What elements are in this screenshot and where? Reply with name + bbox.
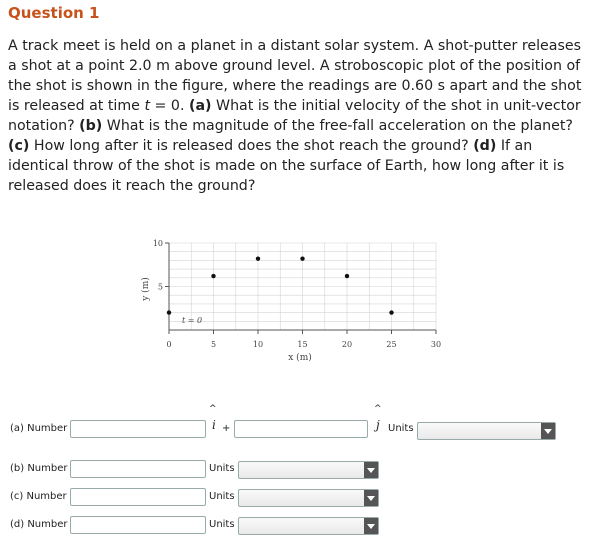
answer-d-label: (d) Number [10,519,68,530]
plus-sign: + [222,423,231,434]
x-tick-label: 25 [386,340,397,349]
data-point [345,274,349,278]
answer-d-input[interactable] [70,516,206,534]
question-text-run: What is the magnitude of the free-fall acceleration on the planet? [102,118,573,134]
answer-b-label: (b) Number [10,463,68,474]
question-text-run: = 0. [150,98,189,114]
data-point [389,310,393,314]
y-tick-label: 10 [152,239,163,248]
question-text-run: (c) [8,138,30,154]
chevron-down-icon [364,518,378,534]
answer-a-i-input[interactable] [70,420,206,438]
question-text-run: (b) [79,118,103,134]
x-axis-label: x (m) [288,353,312,363]
x-tick-label: 5 [210,340,217,349]
question-text-run: If an identical throw of the shot is made on the surface of Earth, how long after it is released does it reach the ground? [8,138,565,194]
units-select-a[interactable] [417,422,556,440]
j-hat-icon: ^ [374,404,382,414]
t-zero-annotation: t = 0 [182,316,203,325]
units-label-d: Units [209,519,235,530]
answer-c-input[interactable] [70,488,206,506]
chevron-down-icon [364,462,378,478]
question-text-run: What is the initial velocity of the shot in unit-vector notation? [8,98,581,134]
y-axis-label: y (m) [141,277,151,301]
j-unit-vector: j [376,418,380,432]
data-point [211,274,215,278]
question-text-run: (a) [188,98,212,114]
data-point [167,310,171,314]
x-tick-label: 10 [252,340,264,349]
x-tick-label: 15 [297,340,308,349]
answer-b-input[interactable] [70,460,206,478]
data-point [256,256,260,260]
i-unit-vector: i [212,418,216,432]
units-label-c: Units [209,491,235,502]
units-select-d[interactable] [238,517,379,535]
question-text-run: t [144,98,151,114]
answer-a-j-input[interactable] [234,420,368,438]
data-point [300,256,304,260]
units-select-b[interactable] [238,461,379,479]
question-title: Question 1 [8,4,100,22]
answer-a-label: (a) Number [10,423,68,434]
y-tick-label: 5 [157,282,163,292]
chevron-down-icon [364,490,378,506]
x-tick-label: 20 [341,340,353,349]
question-text-run: (d) [473,138,497,154]
units-label-b: Units [209,463,235,474]
i-hat-icon: ^ [209,404,217,414]
question-text-run: A track meet is held on a planet in a distant solar system. A shot-putter releases a shot at a point 2.0 m above ground level. A stroboscopic plot of the position of the shot is shown in the figure, where the readings are 0.60 s apart and the shot is released at time [8,38,582,114]
units-select-c[interactable] [238,489,379,507]
x-tick-label: 30 [430,340,442,349]
answer-c-label: (c) Number [10,491,67,502]
units-label-a: Units [388,423,414,434]
chevron-down-icon [541,423,555,439]
question-text-run: How long after it is released does the shot reach the ground? [29,138,474,154]
x-tick-label: 0 [166,340,172,349]
